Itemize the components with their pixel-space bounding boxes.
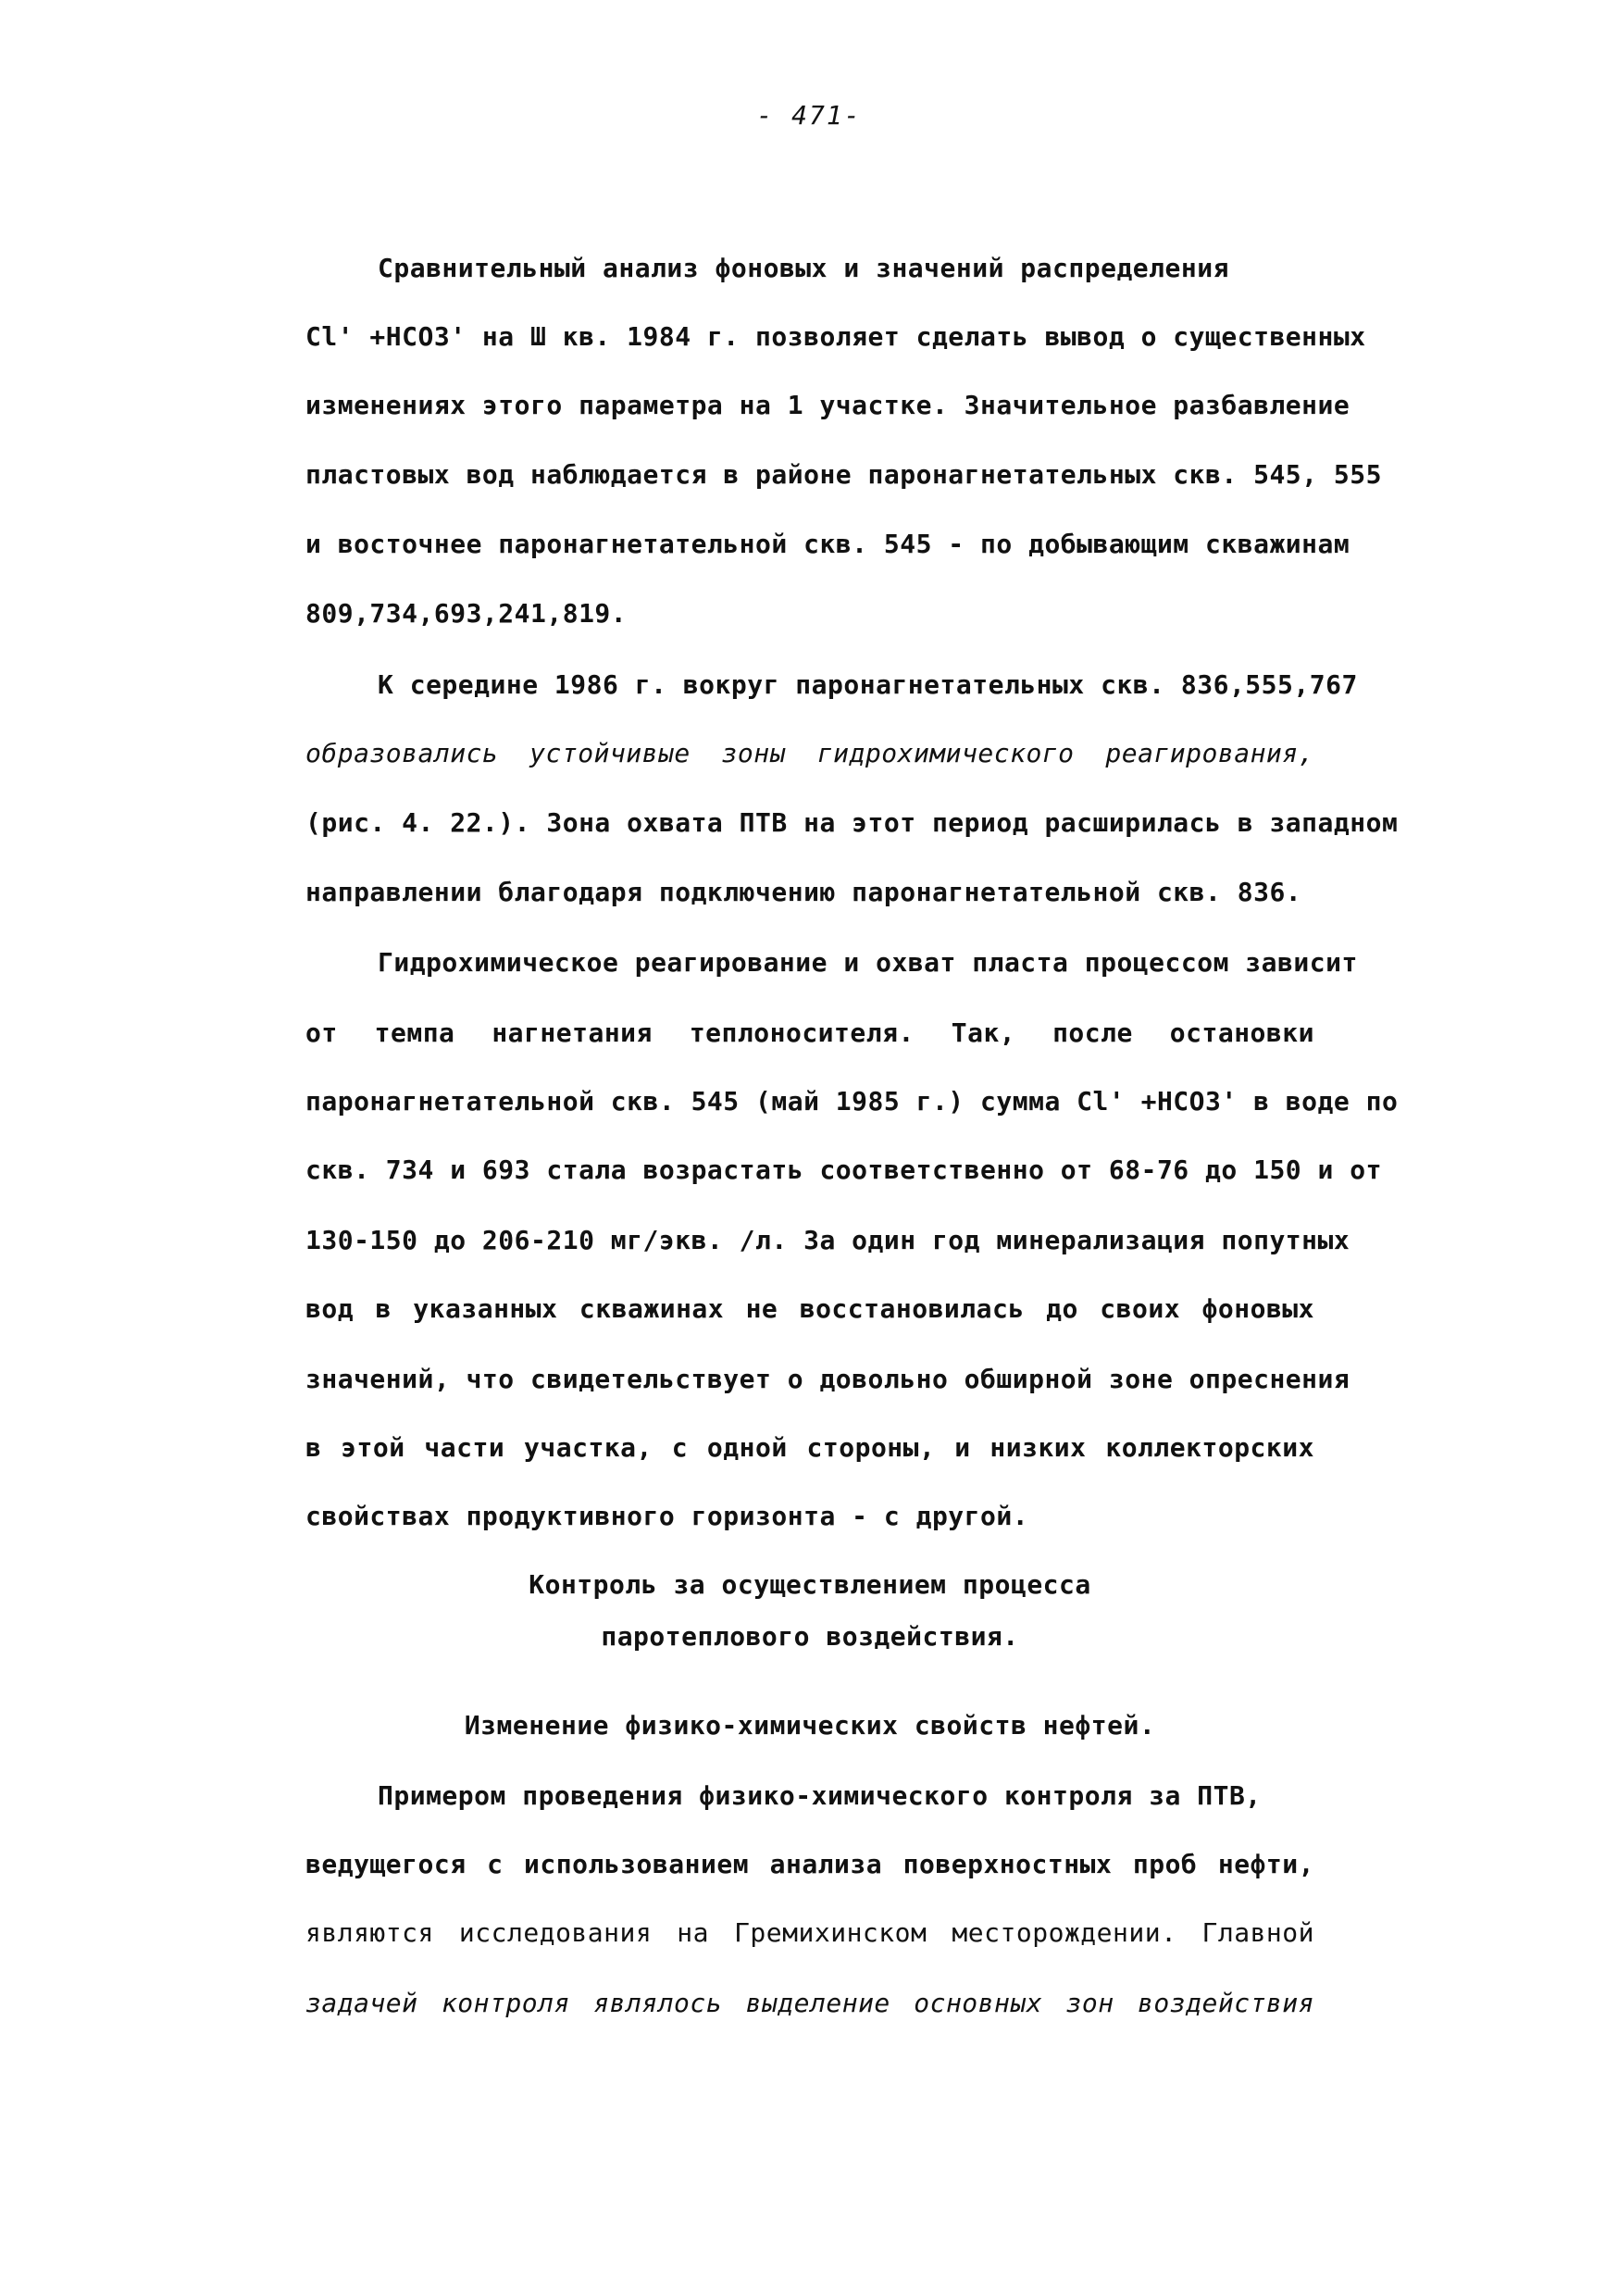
text-line: Гидрохимическое реагирование и охват пласта процессом зависит — [378, 947, 1358, 978]
text-line: значений, что свидетельствует о довольно обширной зоне опреснения — [305, 1364, 1350, 1394]
section-heading: паротеплового воздействия. — [601, 1621, 1019, 1652]
subsection-heading: Изменение физико-химических свойств нефтей. — [464, 1710, 1156, 1741]
text-line: свойствах продуктивного горизонта - с другой. — [305, 1501, 1029, 1531]
text-line: скв. 734 и 693 стала возрастать соответственно от 68-76 до 150 и от — [305, 1154, 1382, 1185]
text-line: и восточнее паронагнетательной скв. 545 - по добывающим скважинам — [305, 529, 1350, 559]
section-heading: Контроль за осуществлением процесса — [529, 1569, 1091, 1600]
page-number: - 471- — [756, 100, 862, 131]
text-line: образовались устойчивые зоны гидрохимического реагирования, — [305, 738, 1314, 768]
text-line: от темпа нагнетания теплоносителя. Так, после остановки — [305, 1017, 1314, 1048]
text-line: 130-150 до 206-210 мг/экв. /л. За один год минерализация попутных — [305, 1225, 1350, 1255]
text-line: изменениях этого параметра на 1 участке. Значительное разбавление — [305, 390, 1350, 420]
text-line: паронагнетательной скв. 545 (май 1985 г.) сумма Cl' +HCO3' в воде по — [305, 1086, 1399, 1117]
text-line: Сравнительный анализ фоновых и значений распределения — [378, 253, 1229, 283]
text-line: вод в указанных скважинах не восстановилась до своих фоновых — [305, 1293, 1314, 1324]
text-line: в этой части участка, с одной стороны, и низких коллекторских — [305, 1432, 1314, 1463]
text-line: Примером проведения физико-химического контроля за ПТВ, — [378, 1780, 1262, 1811]
text-line: 809,734,693,241,819. — [305, 598, 628, 629]
text-line: ведущегося с использованием анализа поверхностных проб нефти, — [305, 1849, 1314, 1879]
text-line: являются исследования на Гремихинском месторождении. Главной — [305, 1917, 1314, 1948]
text-line: пластовых вод наблюдается в районе паронагнетательных скв. 545, 555 — [305, 459, 1382, 490]
text-line: направлении благодаря подключению паронагнетательной скв. 836. — [305, 877, 1302, 907]
text-line: задачей контроля являлось выделение основных зон воздействия — [305, 1988, 1314, 2018]
text-line: Cl' +HCO3' на Ш кв. 1984 г. позволяет сделать вывод о существенных — [305, 321, 1366, 352]
text-line: К середине 1986 г. вокруг паронагнетательных скв. 836,555,767 — [378, 669, 1358, 700]
text-line: (рис. 4. 22.). Зона охвата ПТВ на этот период расширилась в западном — [305, 807, 1399, 838]
